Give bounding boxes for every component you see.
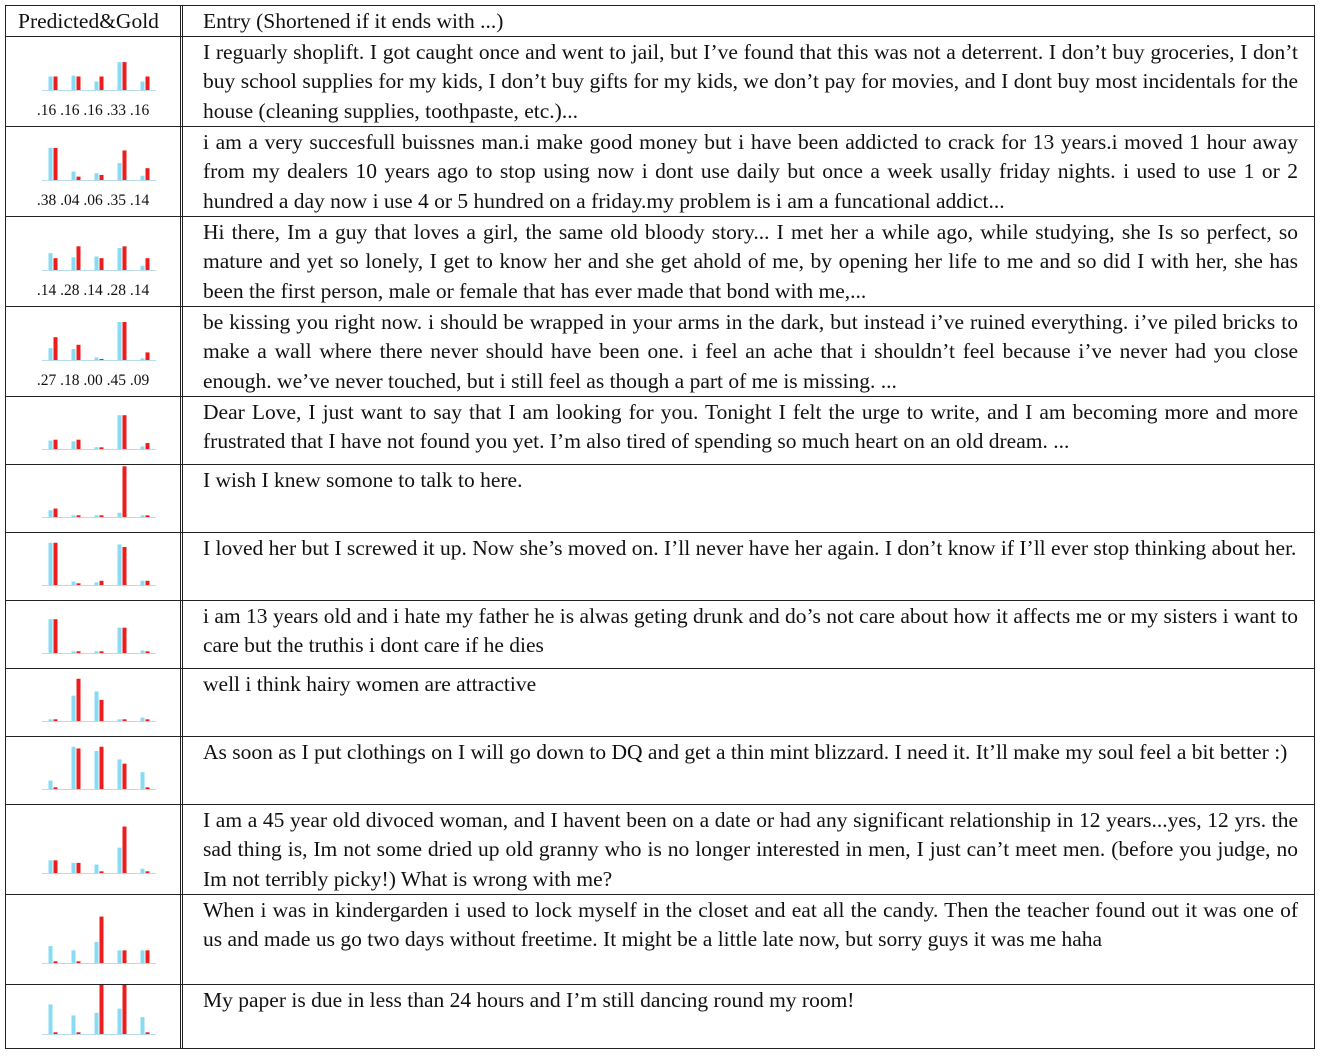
entry-text: As soon as I put clothings on I will go down to DQ and get a thin mint blizzard. I need it. It’ll make my soul feel a bit better :) <box>203 740 1288 764</box>
predicted-bar <box>95 256 99 270</box>
gold-bar <box>54 719 58 721</box>
gold-bar <box>100 515 104 517</box>
predicted-bar <box>49 619 53 653</box>
predicted-bar <box>49 348 53 360</box>
predicted-bar <box>72 950 76 963</box>
predicted-bar <box>49 860 53 873</box>
gold-bar <box>77 748 81 789</box>
gold-bar <box>54 787 58 789</box>
predicted-bar <box>95 173 99 180</box>
predicted-bar <box>72 349 76 360</box>
gold-value-label: .16 <box>79 102 103 119</box>
bar-chart-svg <box>6 533 180 601</box>
gold-bar <box>146 258 150 270</box>
gold-bar <box>54 509 58 517</box>
gold-bar <box>77 961 81 963</box>
bar-chart-svg <box>6 397 180 465</box>
entry-text: I reguarly shoplift. I got caught once and went to jail, but I’ve found that this was not a deterrent. I don’t buy groceries, I don’t buy school supplies for my kids, I don’t buy gifts for my kids, we don’t pay for movies, and I dont buy most incidentals for the house (cleaning supplies, toothpaste, etc.)... <box>203 40 1298 123</box>
predicted-bar <box>95 691 99 721</box>
gold-bar <box>100 917 104 963</box>
gold-bar <box>146 871 150 873</box>
gold-bar <box>146 515 150 517</box>
predicted-bar <box>118 544 122 585</box>
bar-chart-svg <box>6 601 180 669</box>
entry-text: be kissing you right now. i should be wrapped in your arms in the dark, but instead i’ve ruined everything. i’ve piled bricks to make a wall where there never should have been one. i feel an ache that i shouldn’t feel because i’ve never had you close enough. we’ve never touched, but i still feel as though a part of me is missing. ... <box>203 310 1298 393</box>
gold-bar <box>123 827 127 873</box>
gold-bar <box>146 651 150 653</box>
table-row <box>6 216 1314 306</box>
predicted-bar <box>72 76 76 90</box>
gold-value-label: .28 <box>56 282 80 299</box>
gold-value-label: .33 <box>102 102 126 119</box>
predicted-bar <box>141 869 145 873</box>
gold-bar <box>100 581 104 585</box>
bar-chart-svg <box>6 805 180 895</box>
distribution-chart <box>6 985 180 1048</box>
predicted-bar <box>118 62 122 90</box>
table-row <box>6 126 1314 216</box>
predicted-bar <box>141 446 145 449</box>
predicted-bar <box>72 1015 76 1034</box>
bar-chart-svg <box>6 985 180 1049</box>
gold-bar <box>146 168 150 180</box>
gold-bar <box>77 679 81 721</box>
entry-text: Hi there, Im a guy that loves a girl, the same old bloody story... I met her a while ago, while studying, she Is so perfect, so mature and yet so lonely, I get to know her and she get ahold of me, by opening her life to me and so did I with her, she has been the first person, male or female that has ever made that bond with me,... <box>203 220 1298 303</box>
table-row <box>6 894 1314 984</box>
gold-bar <box>123 950 127 963</box>
predicted-bar <box>141 1017 145 1034</box>
gold-bar <box>54 440 58 449</box>
table-row <box>6 736 1314 804</box>
gold-bar <box>77 345 81 360</box>
gold-bar <box>100 700 104 721</box>
predicted-bar <box>118 322 122 360</box>
entry-text: i am 13 years old and i hate my father he is alwas geting drunk and do’s not care about how it affects me or my sisters i want to care but the truthis i dont care if he dies <box>203 604 1298 658</box>
gold-value-label: .27 <box>36 372 57 389</box>
gold-bar <box>54 76 58 90</box>
predicted-bar <box>118 415 122 449</box>
gold-bar <box>100 651 104 653</box>
gold-value-label: .14 <box>36 282 57 299</box>
table-row <box>6 396 1314 464</box>
predicted-bar <box>118 1009 122 1034</box>
bar-chart-svg <box>6 895 180 985</box>
predicted-bar <box>141 718 145 721</box>
gold-bar <box>146 787 150 789</box>
gold-bar <box>146 443 150 449</box>
entry-text: I am a 45 year old divoced woman, and I havent been on a date or had any significant relationship in 12 years...yes, 12 yrs. the sad thing is, Im not some dried up old granny who is no longer interested in men, I just can’t meet men. (before you judge, no Im not terribly picky!) What is wrong with me? <box>203 808 1298 891</box>
entry-text: My paper is due in less than 24 hours and I’m still dancing round my room! <box>203 988 855 1012</box>
header-row <box>6 6 1314 36</box>
gold-bar <box>123 628 127 653</box>
gold-bar <box>146 1032 150 1034</box>
gold-bar <box>146 76 150 90</box>
predicted-bar <box>95 357 99 360</box>
gold-bar <box>77 583 81 585</box>
predicted-bar <box>141 176 145 180</box>
gold-bar <box>54 860 58 873</box>
gold-bar <box>123 547 127 585</box>
gold-bar <box>100 747 104 789</box>
gold-bar <box>146 719 150 721</box>
gold-bar <box>100 359 104 360</box>
predicted-bar <box>141 358 145 360</box>
predicted-bar <box>118 759 122 789</box>
gold-bar <box>54 148 58 180</box>
gold-value-label: .16 <box>36 102 57 119</box>
predicted-bar <box>72 747 76 789</box>
predicted-bar <box>95 865 99 873</box>
gold-bar <box>77 651 81 653</box>
predicted-bar <box>141 82 145 90</box>
predicted-bar <box>72 696 76 721</box>
distribution-chart <box>6 307 180 396</box>
gold-distribution-values <box>37 282 150 299</box>
distribution-chart <box>6 217 180 306</box>
gold-distribution-values <box>37 192 150 209</box>
gold-bar <box>146 581 150 585</box>
bar-chart-svg <box>6 307 180 397</box>
gold-bar <box>77 177 81 180</box>
gold-bar <box>100 447 104 449</box>
predicted-bar <box>95 1013 99 1034</box>
table-row <box>6 804 1314 894</box>
gold-value-label: .38 <box>36 192 57 209</box>
gold-bar <box>77 863 81 873</box>
predicted-bar <box>141 515 145 517</box>
table-row <box>6 464 1314 532</box>
distribution-chart <box>6 533 180 600</box>
gold-bar <box>123 415 127 449</box>
gold-value-label: .16 <box>125 102 150 119</box>
gold-bar <box>100 76 104 90</box>
predicted-bar <box>72 582 76 585</box>
gold-bar <box>54 961 58 963</box>
predicted-bar <box>118 163 122 180</box>
gold-value-label: .28 <box>102 282 126 299</box>
predicted-bar <box>72 172 76 180</box>
gold-bar <box>123 62 127 90</box>
gold-bar <box>77 515 81 517</box>
bar-chart-svg <box>6 465 180 533</box>
table-row <box>6 600 1314 668</box>
gold-bar <box>54 1032 58 1034</box>
gold-distribution-values <box>37 102 150 119</box>
predicted-bar <box>118 719 122 721</box>
predicted-bar <box>72 441 76 449</box>
gold-bar <box>123 764 127 789</box>
gold-bar <box>123 985 127 1034</box>
predicted-bar <box>49 543 53 585</box>
table-row <box>6 306 1314 396</box>
gold-value-label: .06 <box>79 192 103 209</box>
gold-bar <box>100 258 104 270</box>
predicted-bar <box>118 513 122 517</box>
predicted-bar <box>141 650 145 653</box>
gold-bar <box>100 871 104 873</box>
gold-bar <box>54 337 58 360</box>
predicted-bar <box>49 1004 53 1034</box>
distribution-chart <box>6 805 180 894</box>
predicted-bar <box>118 628 122 653</box>
predicted-bar <box>95 82 99 90</box>
gold-value-label: .04 <box>56 192 80 209</box>
gold-value-label: .14 <box>125 192 150 209</box>
header-entry: Entry (Shortened if it ends with ...) <box>203 9 504 33</box>
table-row <box>6 532 1314 600</box>
bar-chart-svg <box>6 217 180 307</box>
predicted-bar <box>72 257 76 270</box>
gold-bar <box>100 985 104 1034</box>
predicted-bar <box>95 447 99 449</box>
gold-bar <box>54 543 58 585</box>
results-table <box>5 5 1315 1049</box>
gold-bar <box>123 246 127 270</box>
predicted-bar <box>141 266 145 270</box>
entry-text: Dear Love, I just want to say that I am looking for you. Tonight I felt the urge to write, and I am becoming more and more frustrated that I have not found you yet. I’m also tired of spending so much heart on an old dream. ... <box>203 400 1298 454</box>
gold-bar <box>77 440 81 449</box>
distribution-chart <box>6 895 180 984</box>
predicted-bar <box>49 253 53 270</box>
gold-distribution-values <box>37 372 150 389</box>
distribution-chart <box>6 465 180 532</box>
predicted-bar <box>118 848 122 873</box>
gold-value-label: .14 <box>125 282 150 299</box>
gold-bar <box>54 619 58 653</box>
gold-bar <box>100 175 104 180</box>
gold-value-label: .35 <box>102 192 126 209</box>
predicted-bar <box>49 946 53 963</box>
predicted-bar <box>49 76 53 90</box>
predicted-bar <box>49 148 53 180</box>
distribution-chart <box>6 601 180 668</box>
gold-bar <box>123 719 127 721</box>
bar-chart-svg <box>6 127 180 217</box>
predicted-bar <box>72 515 76 517</box>
gold-value-label: .18 <box>56 372 80 389</box>
entry-text: I loved her but I screwed it up. Now she’s moved on. I’ll never have her again. I don’t know if I’ll ever stop thinking about her. <box>203 536 1297 560</box>
gold-bar <box>123 466 127 517</box>
predicted-bar <box>141 581 145 585</box>
entry-text: well i think hairy women are attractive <box>203 672 537 696</box>
predicted-bar <box>72 651 76 653</box>
gold-value-label: .45 <box>102 372 126 389</box>
predicted-bar <box>72 863 76 873</box>
predicted-bar <box>141 772 145 789</box>
gold-bar <box>54 258 58 270</box>
predicted-bar <box>118 248 122 270</box>
distribution-chart <box>6 737 180 804</box>
gold-value-label: .16 <box>56 102 80 119</box>
predicted-bar <box>95 582 99 585</box>
gold-bar <box>123 322 127 360</box>
header-predicted-gold: Predicted&Gold <box>18 9 159 33</box>
entry-text: When i was in kindergarden i used to lock myself in the closet and eat all the candy. Then the teacher found out it was one of us and made us go two days without freetime. It might be a little late now, but sorry guys it was me haha <box>203 898 1298 952</box>
table-row <box>6 36 1314 126</box>
distribution-chart <box>6 127 180 216</box>
gold-bar <box>123 150 127 180</box>
gold-bar <box>146 950 150 963</box>
bar-chart-svg <box>6 737 180 805</box>
gold-bar <box>77 76 81 90</box>
gold-value-label: .09 <box>125 372 150 389</box>
gold-bar <box>77 1032 81 1034</box>
gold-value-label: .00 <box>79 372 103 389</box>
predicted-bar <box>49 781 53 789</box>
gold-value-label: .14 <box>79 282 103 299</box>
distribution-chart <box>6 669 180 736</box>
entry-text: i am a very succesfull buissnes man.i make good money but i have been addicted to crack for 13 years.i moved 1 hour away from my dealers 10 years ago to stop using now i dont use daily but once a week usally friday nights. i used to use 1 or 2 hundred a day now i use 4 or 5 hundred on a friday.my problem is i am a funcational addict... <box>203 130 1298 213</box>
bar-chart-svg <box>6 37 180 127</box>
predicted-bar <box>95 515 99 517</box>
distribution-chart <box>6 397 180 464</box>
predicted-bar <box>118 950 122 963</box>
table-row <box>6 984 1314 1048</box>
distribution-chart <box>6 37 180 126</box>
gold-bar <box>77 246 81 270</box>
entry-text: I wish I knew somone to talk to here. <box>203 468 523 492</box>
predicted-bar <box>49 510 53 517</box>
predicted-bar <box>95 651 99 653</box>
predicted-bar <box>49 719 53 721</box>
predicted-bar <box>95 942 99 963</box>
predicted-bar <box>95 751 99 789</box>
predicted-bar <box>141 950 145 963</box>
predicted-bar <box>49 441 53 449</box>
bar-chart-svg <box>6 669 180 737</box>
table-row <box>6 668 1314 736</box>
gold-bar <box>146 352 150 360</box>
